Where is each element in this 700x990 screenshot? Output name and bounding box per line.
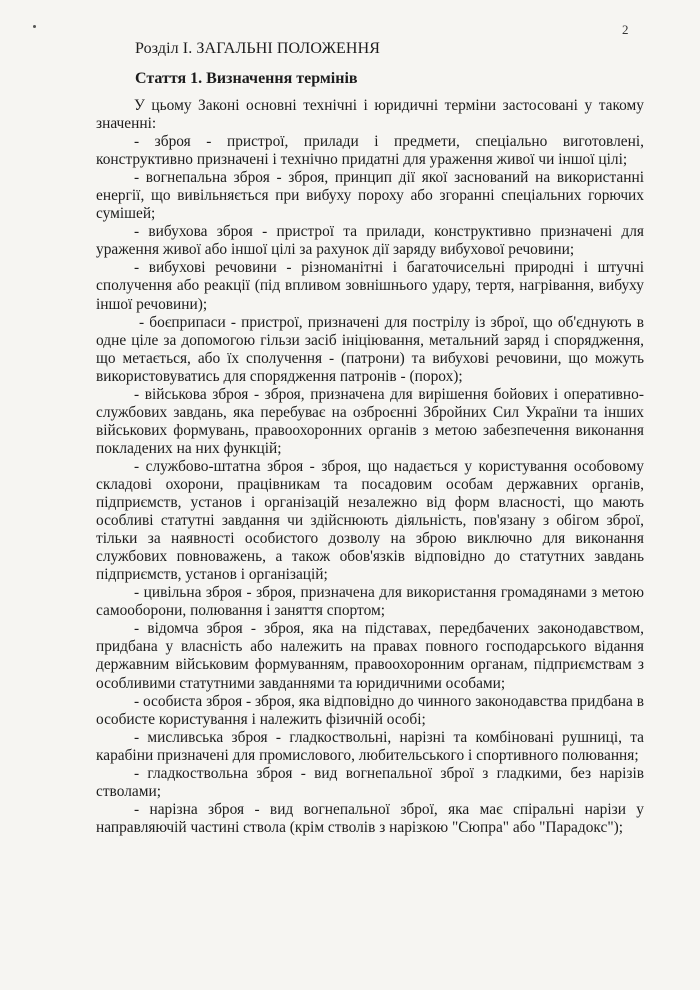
paragraph: - військова зброя - зброя, призначена для вирішення бойових і оперативно-службових завдань, яка перебуває на озброєнні Збройних Сил України та інших військових формувань, правоохоронних органів з метою забезпечення виконання покладених на них функцій; xyxy=(96,385,644,457)
paragraph: - боєприпаси - пристрої, призначені для пострілу із зброї, що об'єднують в одне ціле за допомогою гільзи засіб ініціювання, метальний заряд і спорядження, що метається, або їх сполучення - (патрони) та вибухові речовини, що можуть використовуватись для спорядження патронів - (порох); xyxy=(96,313,644,385)
paragraph: - мисливська зброя - гладкоствольні, нарізні та комбіновані рушниці, та карабіни призначені для промислового, любительського і спортивного полювання; xyxy=(96,728,644,764)
paragraph: - зброя - пристрої, прилади і предмети, спеціально виготовлені, конструктивно призначені і технічно придатні для ураження живої чи іншої цілі; xyxy=(96,133,644,169)
paragraph: - службово-штатна зброя - зброя, що надається у користування особовому складові охорони, працівникам та посадовим особам державних органів, підприємств, установ і організацій незалежно від форм власності, що мають особливі статутні завдання чи здійснюють діяльність, пов'язану з обігом зброї, тільки за наявності особистого дозволу на зброю виключно для виконання службових повноважень, а також обов'язків відповідно до статутних завдань підприємств, установ і організацій; xyxy=(96,457,644,584)
paragraph: - особиста зброя - зброя, яка відповідно до чинного законодавства придбана в особисте користування і належить фізичній особі; xyxy=(96,692,644,728)
paragraph: - вогнепальна зброя - зброя, принцип дії якої заснований на використанні енергії, що вивільняється при вибуху пороху або згоранні спеціальних горючих сумішей; xyxy=(96,169,644,223)
paragraph: - гладкоствольна зброя - вид вогнепальної зброї з гладкими, без нарізів стволами; xyxy=(96,764,644,800)
paragraph: - вибухові речовини - різноманітні і багаточисельні природні і штучні сполучення або реакції (під впливом зовнішнього удару, тертя, нагрівання, вибуху іншої речовини); xyxy=(96,259,644,313)
page-number: 2 xyxy=(622,22,629,37)
document-body xyxy=(96,97,644,837)
paragraph: - нарізна зброя - вид вогнепальної зброї, яка має спіральні нарізи у направляючій частині ствола (крім стволів з нарізкою "Сюпра" або "Парадокс"); xyxy=(96,800,644,836)
paragraph: - цивільна зброя - зброя, призначена для використання громадянами з метою самооборони, полювання і заняття спортом; xyxy=(96,584,644,620)
paragraph: У цьому Законі основні технічні і юридичні терміни застосовані у такому значенні: xyxy=(96,97,644,133)
section-heading: Розділ І. ЗАГАЛЬНІ ПОЛОЖЕННЯ xyxy=(135,40,380,57)
scan-speck xyxy=(33,25,36,28)
article-heading: Стаття 1. Визначення термінів xyxy=(135,70,358,87)
paragraph: - відомча зброя - зброя, яка на підставах, передбачених законодавством, придбана у власність або належить на правах повного господарського відання державним військовим формуванням, правоохоронним органам, підприємствам з особливими статутними завданнями та юридичними особами; xyxy=(96,620,644,692)
paragraph: - вибухова зброя - пристрої та прилади, конструктивно призначені для ураження живої або іншої цілі за рахунок дії заряду вибухової речовини; xyxy=(96,223,644,259)
